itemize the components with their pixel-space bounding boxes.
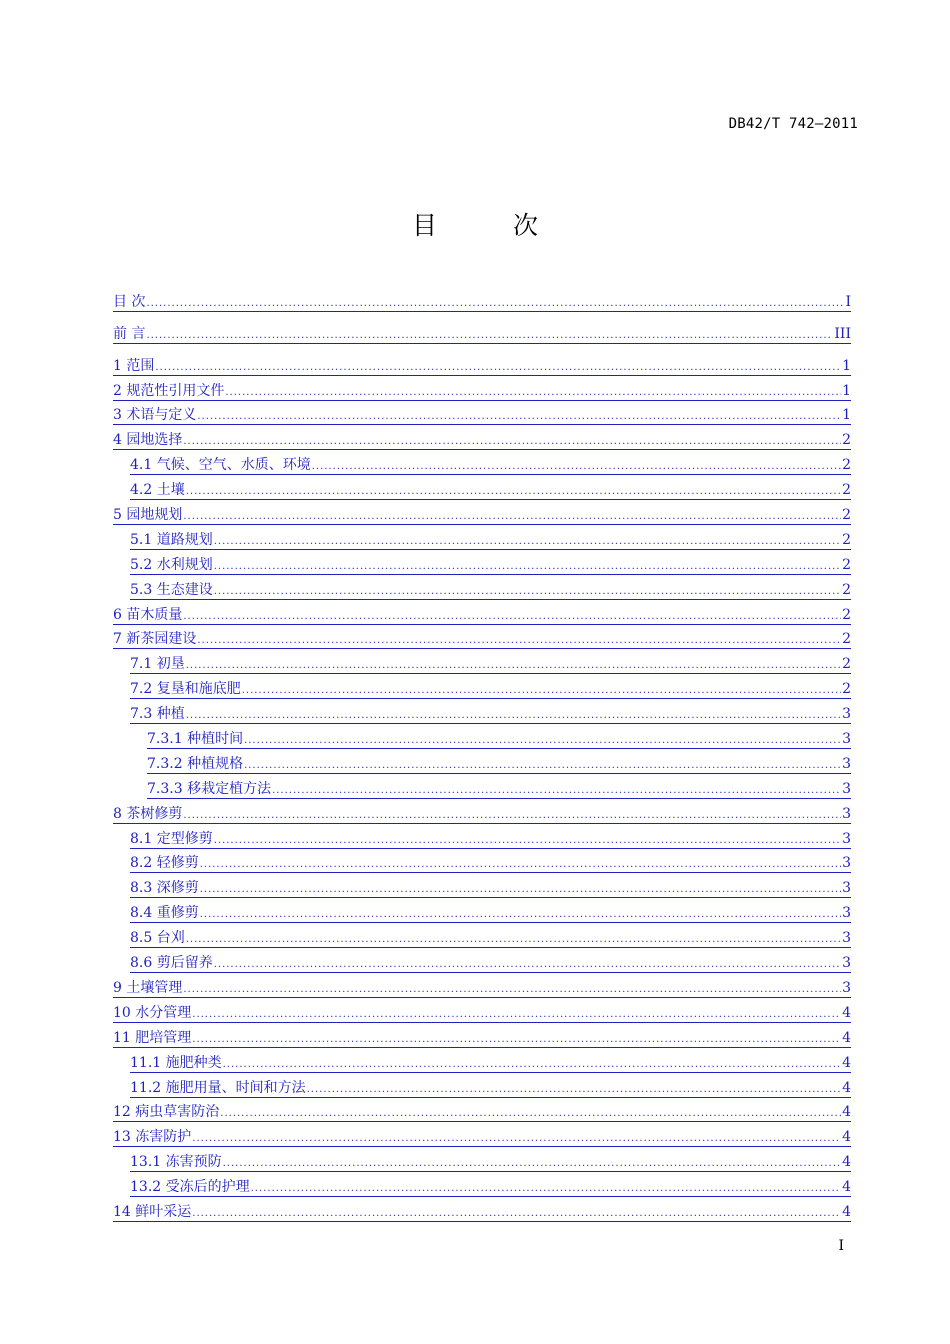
toc-entry-page: 4: [842, 1079, 851, 1096]
toc-entry-label: 前 言: [113, 325, 146, 342]
toc-dot-leader: [186, 933, 841, 947]
toc-entry[interactable]: [130, 1073, 851, 1098]
toc-entry[interactable]: [130, 1172, 851, 1197]
toc-entry-label: 4.2 土壤: [130, 482, 185, 499]
toc-entry[interactable]: [113, 1023, 851, 1048]
toc-dot-leader: [200, 858, 841, 872]
toc-dot-leader: [312, 460, 841, 474]
toc-entry-page: 2: [842, 432, 851, 449]
toc-entry-page: 2: [842, 681, 851, 698]
toc-entry-page: 3: [842, 755, 851, 772]
toc-dot-leader: [244, 734, 841, 748]
toc-entry[interactable]: [113, 319, 851, 344]
toc-entry-label: 11 肥培管理: [113, 1029, 192, 1046]
toc-entry-page: 3: [842, 855, 851, 872]
toc-entry[interactable]: [130, 898, 851, 923]
toc-dot-leader: [192, 1207, 841, 1221]
toc-entry-label: 5.1 道路规划: [130, 531, 213, 548]
toc-entry-label: 8.5 台刈: [130, 930, 185, 947]
table-of-contents: [113, 287, 851, 1222]
toc-entry-page: 3: [842, 805, 851, 822]
toc-entry-page: 3: [842, 731, 851, 748]
toc-entry-label: 5 园地规划: [113, 507, 183, 524]
toc-entry-label: 4 园地选择: [113, 432, 183, 449]
toc-entry[interactable]: [113, 287, 851, 312]
toc-entry-page: 4: [842, 1104, 851, 1121]
toc-entry-label: 13.2 受冻后的护理: [130, 1179, 250, 1196]
toc-dot-leader: [146, 329, 833, 343]
toc-entry-page: 3: [842, 905, 851, 922]
toc-dot-leader: [192, 1033, 841, 1047]
toc-entry-label: 5.3 生态建设: [130, 581, 213, 598]
toc-dot-leader: [242, 684, 841, 698]
toc-entry-page: 4: [842, 1004, 851, 1021]
toc-entry-page: 2: [842, 581, 851, 598]
toc-entry-page: 3: [842, 706, 851, 723]
toc-entry-page: 3: [842, 830, 851, 847]
toc-entry-page: 3: [842, 979, 851, 996]
toc-entry-page: 2: [842, 531, 851, 548]
toc-dot-leader: [220, 1107, 841, 1121]
toc-entry[interactable]: [130, 475, 851, 500]
toc-entry-page: I: [845, 293, 851, 310]
toc-entry-page: 4: [842, 1179, 851, 1196]
toc-dot-leader: [186, 659, 841, 673]
toc-entry-label: 10 水分管理: [113, 1004, 192, 1021]
toc-entry-label: 8.3 深修剪: [130, 880, 199, 897]
toc-dot-leader: [200, 908, 841, 922]
toc-dot-leader: [214, 958, 841, 972]
toc-entry[interactable]: [113, 500, 851, 525]
toc-entry-label: 8 茶树修剪: [113, 805, 183, 822]
toc-dot-leader: [186, 709, 841, 723]
toc-entry-label: 5.2 水利规划: [130, 556, 213, 573]
toc-dot-leader: [272, 784, 841, 798]
toc-entry-page: 2: [842, 656, 851, 673]
toc-dot-leader: [244, 759, 841, 773]
toc-entry[interactable]: [130, 450, 851, 475]
toc-entry[interactable]: [113, 425, 851, 450]
toc-entry[interactable]: [113, 973, 851, 998]
toc-entry[interactable]: [130, 699, 851, 724]
toc-dot-leader: [251, 1182, 841, 1196]
toc-entry-page: 2: [842, 631, 851, 648]
toc-entry-page: 4: [842, 1054, 851, 1071]
toc-entry[interactable]: [113, 998, 851, 1023]
toc-entry[interactable]: [130, 550, 851, 575]
toc-entry-label: 7.2 复垦和施底肥: [130, 681, 241, 698]
toc-entry-label: 8.2 轻修剪: [130, 855, 199, 872]
toc-entry-label: 7 新茶园建设: [113, 631, 197, 648]
toc-entry[interactable]: [130, 948, 851, 973]
toc-entry-page: 4: [842, 1129, 851, 1146]
toc-entry-page: 4: [842, 1154, 851, 1171]
toc-entry-page: 2: [842, 457, 851, 474]
toc-entry-page: 2: [842, 556, 851, 573]
toc-entry-label: 3 术语与定义: [113, 407, 197, 424]
toc-entry-label: 7.3.3 移栽定植方法: [147, 780, 272, 797]
toc-dot-leader: [197, 634, 841, 648]
toc-entry[interactable]: [147, 724, 851, 749]
toc-dot-leader: [225, 386, 841, 400]
toc-entry-label: 9 土壤管理: [113, 979, 183, 996]
toc-entry-page: 3: [842, 930, 851, 947]
toc-entry[interactable]: [130, 575, 851, 600]
page-title: 目 次: [412, 211, 572, 240]
toc-entry-label: 8.6 剪后留养: [130, 955, 213, 972]
toc-dot-leader: [183, 435, 841, 449]
toc-entry-page: 2: [842, 482, 851, 499]
toc-entry-label: 6 苗木质量: [113, 606, 183, 623]
toc-dot-leader: [214, 834, 841, 848]
toc-entry[interactable]: [113, 1122, 851, 1147]
toc-entry-page: 4: [842, 1029, 851, 1046]
toc-entry-label: 7.3.2 种植规格: [147, 755, 244, 772]
toc-entry-label: 11.2 施肥用量、时间和方法: [130, 1079, 306, 1096]
toc-entry[interactable]: [113, 376, 851, 401]
toc-entry-page: 1: [842, 407, 851, 424]
toc-dot-leader: [192, 1008, 841, 1022]
toc-dot-leader: [200, 883, 841, 897]
toc-dot-leader: [223, 1058, 841, 1072]
toc-entry[interactable]: [147, 749, 851, 774]
toc-entry[interactable]: [147, 774, 851, 799]
toc-entry[interactable]: [130, 649, 851, 674]
toc-dot-leader: [186, 485, 841, 499]
toc-dot-leader: [155, 361, 841, 375]
page-number: I: [838, 1238, 844, 1254]
toc-dot-leader: [183, 510, 841, 524]
toc-dot-leader: [183, 610, 841, 624]
toc-entry-label: 8.1 定型修剪: [130, 830, 213, 847]
toc-entry-label: 7.1 初垦: [130, 656, 185, 673]
toc-entry-label: 2 规范性引用文件: [113, 382, 225, 399]
toc-entry-page: 3: [842, 955, 851, 972]
toc-entry[interactable]: [113, 401, 851, 426]
toc-entry-page: III: [834, 325, 851, 342]
toc-entry[interactable]: [130, 923, 851, 948]
document-code: DB42/T 742—2011: [728, 116, 858, 132]
toc-entry[interactable]: [113, 351, 851, 376]
toc-dot-leader: [192, 1132, 841, 1146]
toc-entry-label: 12 病虫草害防治: [113, 1104, 220, 1121]
toc-entry[interactable]: [130, 873, 851, 898]
toc-dot-leader: [214, 560, 841, 574]
toc-dot-leader: [183, 809, 841, 823]
toc-entry-page: 2: [842, 507, 851, 524]
toc-entry[interactable]: [130, 1048, 851, 1073]
toc-entry-label: 4.1 气候、空气、水质、环境: [130, 457, 311, 474]
toc-entry[interactable]: [113, 1197, 851, 1222]
toc-entry[interactable]: [113, 625, 851, 650]
toc-entry-page: 3: [842, 880, 851, 897]
toc-dot-leader: [307, 1083, 841, 1097]
toc-entry[interactable]: [113, 1098, 851, 1123]
toc-entry[interactable]: [130, 824, 851, 849]
toc-entry-label: 7.3.1 种植时间: [147, 731, 244, 748]
toc-dot-leader: [214, 535, 841, 549]
toc-entry-label: 11.1 施肥种类: [130, 1054, 222, 1071]
toc-entry[interactable]: [113, 799, 851, 824]
toc-entry[interactable]: [130, 674, 851, 699]
toc-dot-leader: [223, 1157, 841, 1171]
toc-entry-page: 1: [842, 357, 851, 374]
toc-dot-leader: [214, 585, 841, 599]
toc-entry[interactable]: [130, 525, 851, 550]
toc-entry[interactable]: [113, 600, 851, 625]
toc-entry[interactable]: [130, 1147, 851, 1172]
toc-entry-label: 13 冻害防护: [113, 1129, 192, 1146]
toc-entry-page: 3: [842, 780, 851, 797]
toc-dot-leader: [146, 297, 844, 311]
toc-entry-page: 2: [842, 606, 851, 623]
toc-dot-leader: [197, 410, 841, 424]
toc-entry-label: 7.3 种植: [130, 706, 185, 723]
toc-dot-leader: [183, 983, 841, 997]
toc-entry-page: 1: [842, 382, 851, 399]
toc-entry-label: 13.1 冻害预防: [130, 1154, 222, 1171]
toc-entry[interactable]: [130, 849, 851, 874]
toc-entry-page: 4: [842, 1203, 851, 1220]
toc-entry-label: 8.4 重修剪: [130, 905, 199, 922]
toc-entry-label: 14 鲜叶采运: [113, 1203, 192, 1220]
toc-entry-label: 目 次: [113, 293, 146, 310]
toc-entry-label: 1 范围: [113, 357, 155, 374]
